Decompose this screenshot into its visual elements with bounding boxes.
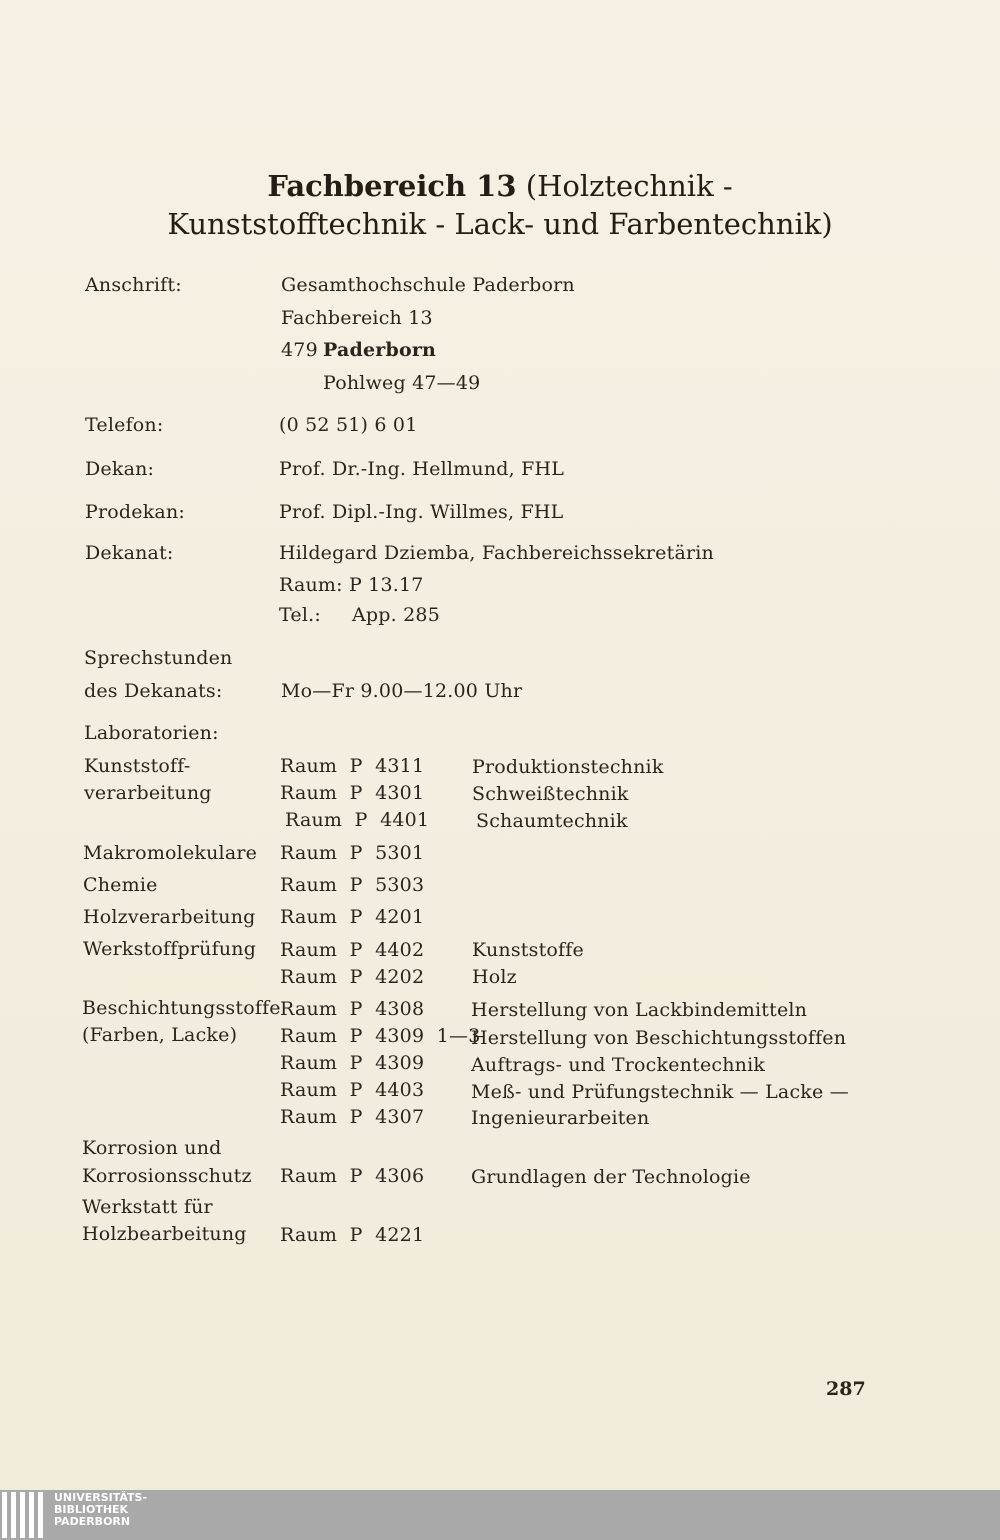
office-label: Dekanat: <box>85 542 174 564</box>
hours-value: Mo—Fr 9.00—12.00 Uhr <box>281 680 523 702</box>
lab-werk-line-1: Werkstatt für <box>82 1196 213 1218</box>
title-bold: Fachbereich 13 <box>267 169 517 203</box>
address-street: Pohlweg 47—49 <box>323 372 481 394</box>
hours-label-1: Sprechstunden <box>84 647 233 669</box>
lab-use: Produktionstechnik <box>472 756 664 778</box>
lab-makro: Makromolekulare <box>83 842 258 864</box>
address-label: Anschrift: <box>85 274 182 296</box>
lab-use: Herstellung von Beschichtungsstoffen <box>471 1027 847 1049</box>
room-entry: Raum P 4301 <box>280 782 425 804</box>
address-postcode: 479 <box>281 339 318 361</box>
lab-korr-line-2: Korrosionsschutz <box>82 1165 252 1187</box>
room-entry: Raum P 4202 <box>280 966 425 988</box>
address-line-2: Fachbereich 13 <box>281 307 433 329</box>
page-number: 287 <box>826 1378 866 1400</box>
lab-use: Meß- und Prüfungstechnik — Lacke — <box>471 1081 849 1103</box>
room-entry: Raum P 4401 <box>285 809 430 831</box>
lab-besch-line-2: (Farben, Lacke) <box>82 1024 238 1046</box>
vice-dean-value: Prof. Dipl.-Ing. Willmes, FHL <box>279 501 564 523</box>
lab-werkstoff: Werkstoffprüfung <box>83 938 257 960</box>
vice-dean-label: Prodekan: <box>85 501 185 523</box>
logo-line-1: UNIVERSITÄTS- <box>54 1491 148 1504</box>
room-entry: Raum P 4306 <box>280 1165 425 1187</box>
lab-chemie: Chemie <box>83 874 158 896</box>
address-city: Paderborn <box>323 339 437 361</box>
phone-value: (0 52 51) 6 01 <box>279 414 418 436</box>
phone-label: Telefon: <box>85 414 164 436</box>
room-entry: Raum P 4311 <box>280 755 425 777</box>
room-entry: Raum P 4402 <box>280 939 425 961</box>
dean-label: Dekan: <box>85 458 155 480</box>
library-logo-icon <box>2 1492 43 1538</box>
lab-use: Schweißtechnik <box>472 783 629 805</box>
address-line-1: Gesamthochschule Paderborn <box>281 274 575 296</box>
room-entry: Raum P 5303 <box>280 874 425 896</box>
room-entry: Raum P 4309 1—3 <box>280 1025 481 1047</box>
room-entry: Raum P 4403 <box>280 1079 425 1101</box>
room-entry: Raum P 4221 <box>280 1224 425 1246</box>
room-entry: Raum P 4307 <box>280 1106 425 1128</box>
lab-use: Auftrags- und Trockentechnik <box>471 1054 766 1076</box>
office-tel-label: Tel.: <box>279 604 321 626</box>
lab-kunststoff-line-1: Kunststoff- <box>84 755 191 777</box>
page-title-line-1 <box>0 167 1000 205</box>
logo-line-3: PADERBORN <box>54 1515 131 1528</box>
page-title-line-2: Kunststofftechnik - Lack- und Farbentechnik) <box>167 207 833 241</box>
office-room: Raum: P 13.17 <box>279 574 424 596</box>
lab-use: Kunststoffe <box>472 939 584 961</box>
lab-use: Schaumtechnik <box>476 810 628 832</box>
lab-holz: Holzverarbeitung <box>83 906 256 928</box>
labs-label: Laboratorien: <box>84 722 219 744</box>
lab-kunststoff-line-2: verarbeitung <box>84 782 212 804</box>
logo-line-2: BIBLIOTHEK <box>54 1503 129 1516</box>
title-rest: (Holztechnik - <box>525 169 733 203</box>
library-footer <box>0 1490 1000 1540</box>
library-logo-text <box>54 1492 147 1528</box>
dean-value: Prof. Dr.-Ing. Hellmund, FHL <box>279 458 565 480</box>
lab-use: Holz <box>472 966 517 988</box>
office-tel-value: App. 285 <box>352 604 440 626</box>
lab-besch-line-1: Beschichtungsstoffe <box>82 997 281 1019</box>
room-entry: Raum P 4201 <box>280 906 425 928</box>
lab-use: Ingenieurarbeiten <box>471 1107 650 1129</box>
room-entry: Raum P 5301 <box>280 842 425 864</box>
lab-korr-line-1: Korrosion und <box>82 1137 222 1159</box>
lab-use: Herstellung von Lackbindemitteln <box>471 999 808 1021</box>
hours-label-2: des Dekanats: <box>84 680 223 702</box>
lab-werk-line-2: Holzbearbeitung <box>82 1223 247 1245</box>
office-name: Hildegard Dziemba, Fachbereichssekretärin <box>279 542 714 564</box>
room-entry: Raum P 4309 <box>280 1052 425 1074</box>
room-entry: Raum P 4308 <box>280 998 425 1020</box>
lab-use: Grundlagen der Technologie <box>471 1166 751 1188</box>
